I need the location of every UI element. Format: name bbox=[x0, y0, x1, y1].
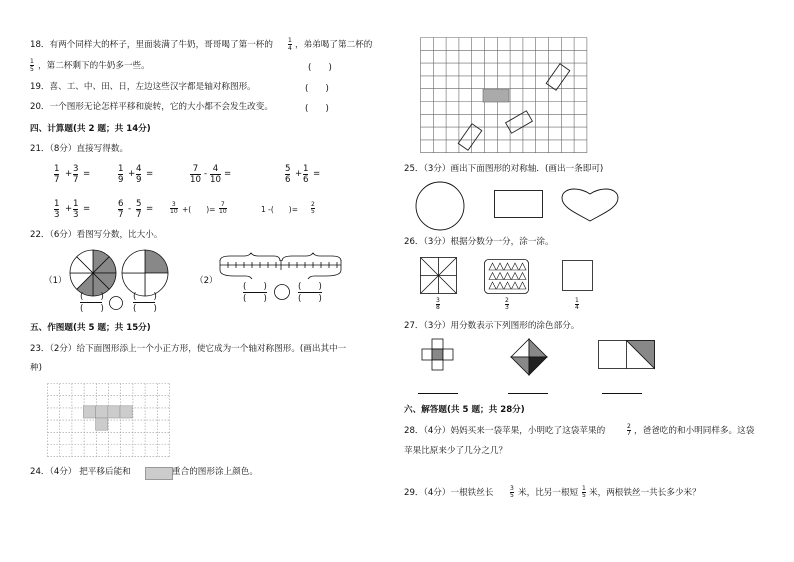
q25-heart[interactable] bbox=[560, 188, 620, 222]
q23-shape-cell bbox=[83, 406, 95, 418]
q29-fraction-2: 1 5 bbox=[582, 485, 586, 499]
q18-line1: 18．有两个同样大的杯子，里面装满了牛奶，哥哥喝了第一杯的 bbox=[30, 40, 273, 50]
q18-fraction-quarter: 1 4 bbox=[288, 37, 292, 52]
q27-rectangle-shape bbox=[598, 340, 658, 370]
q23-text: 23．（2分）给下面图形添上一个小正方形，使它成为一个轴对称图形。(画出其中一 bbox=[30, 344, 347, 354]
q23-text-cont: 种) bbox=[30, 363, 42, 373]
q24-target-shape bbox=[483, 89, 509, 102]
q28-fraction: 2 7 bbox=[627, 423, 631, 437]
section5-title: 五、作图题(共 5 题；共 15分) bbox=[30, 323, 151, 333]
q18-line2: ，第二杯剩下的牛奶多一些。 bbox=[38, 61, 150, 71]
q29-text1b: 米，比另一根短 bbox=[518, 488, 579, 498]
q27-cross-shape bbox=[421, 338, 455, 372]
q19-text: 19．喜、工、中、田、日，左边这些汉字都是轴对称图形。 bbox=[30, 82, 256, 92]
q26-fraction-3: 1 4 bbox=[575, 297, 579, 311]
q22-circle-quarters bbox=[121, 249, 169, 297]
q29-text1c: 米，两根铁丝一共长多少米？ bbox=[589, 488, 701, 498]
q22-number-line bbox=[218, 252, 343, 282]
q25-text: 25．（3分）画出下面图形的对称轴．(画出一条即可) bbox=[404, 164, 604, 174]
q24-rotated-shape bbox=[458, 124, 482, 151]
q26-triangles-box[interactable] bbox=[484, 259, 530, 295]
q20-answer-paren[interactable]: ( ) bbox=[305, 104, 329, 114]
q25-circle[interactable] bbox=[414, 180, 466, 232]
q27-answer-line-1[interactable] bbox=[418, 393, 458, 394]
q23-shape-cell bbox=[120, 406, 132, 418]
q29-fraction-1: 3 5 bbox=[510, 485, 514, 499]
q23-shape-cell bbox=[108, 406, 120, 418]
q21-text: 21．（8分）直接写得数。 bbox=[30, 144, 129, 154]
q22-part1-label: （1） bbox=[44, 276, 67, 286]
q27-answer-line-3[interactable] bbox=[602, 393, 642, 394]
q18-answer-paren[interactable]: ( ) bbox=[308, 63, 332, 73]
q19-answer-paren[interactable]: ( ) bbox=[305, 84, 329, 94]
q18-line1b: ，弟弟喝了第二杯的 bbox=[295, 40, 373, 50]
q24-text1: 24．（4分） 把平移后能和 bbox=[30, 467, 131, 477]
q28-text1: 28．（4分）妈妈买来一袋苹果，小明吃了这袋苹果的 bbox=[404, 426, 606, 436]
q25-rectangle[interactable] bbox=[494, 190, 544, 220]
q26-fraction-1: 3 8 bbox=[436, 297, 440, 311]
q22-part1-compare-circle[interactable] bbox=[109, 296, 123, 310]
q26-text: 26．（3分）根据分数分一分，涂一涂。 bbox=[404, 237, 554, 247]
q26-square-eighths[interactable] bbox=[420, 257, 458, 295]
q23-shape-cell bbox=[96, 418, 108, 430]
q27-text: 27．（3分）用分数表示下列图形的涂色部分。 bbox=[404, 321, 580, 331]
q18-fraction-fifth: 1 5 bbox=[30, 58, 34, 73]
q23-dotted-grid[interactable] bbox=[47, 383, 172, 457]
q28-text1b: ，爸爸吃的和小明同样多。这袋 bbox=[634, 426, 755, 436]
q29-text1: 29．（4分）一根铁丝长 bbox=[404, 488, 494, 498]
q20-text: 20．一个图形无论怎样平移和旋转，它的大小都不会发生改变。 bbox=[30, 102, 273, 112]
q22-circle-eighths bbox=[69, 249, 117, 297]
q27-diamond-shape bbox=[510, 338, 548, 376]
q27-answer-line-2[interactable] bbox=[508, 393, 548, 394]
q23-shape-cell bbox=[96, 406, 108, 418]
section4-title: 四、计算题(共 2 题；共 14分) bbox=[30, 124, 151, 134]
q26-square[interactable] bbox=[562, 260, 594, 292]
section6-title: 六、解答题(共 5 题；共 28分) bbox=[404, 405, 525, 415]
q24-text2: 重合的图形涂上颜色。 bbox=[172, 467, 258, 477]
q28-text2: 苹果比原来少了几分之几？ bbox=[404, 446, 508, 456]
q22-text: 22．（6分）看图写分数，比大小。 bbox=[30, 230, 163, 240]
q22-part2-label: （2） bbox=[195, 276, 218, 286]
q22-part2-compare-circle[interactable] bbox=[274, 284, 290, 300]
q24-grid[interactable] bbox=[420, 37, 585, 155]
q24-reference-shape bbox=[145, 467, 173, 480]
q26-fraction-2: 2 3 bbox=[505, 297, 509, 311]
q24-rotated-shape bbox=[546, 64, 570, 91]
